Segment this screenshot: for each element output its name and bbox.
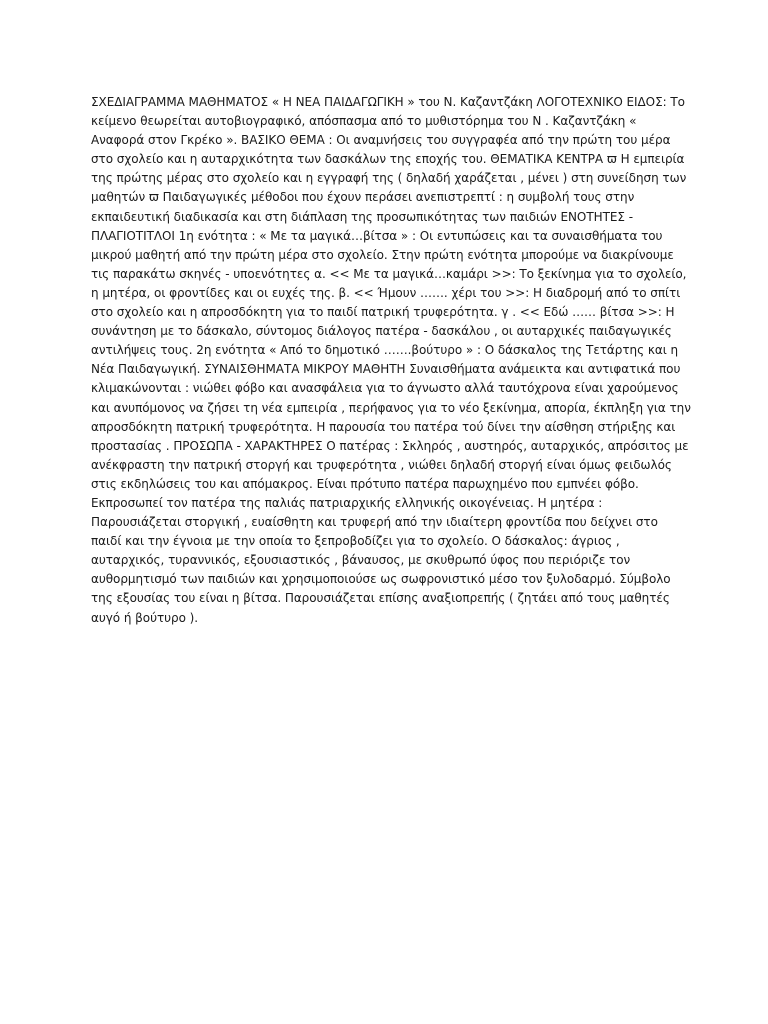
document-body-text: ΣΧΕΔΙΑΓΡΑΜΜΑ ΜΑΘΗΜΑΤΟΣ « Η ΝΕΑ ΠΑΙΔΑΓΩΓΙΚΗ » του Ν. Καζαντζάκη ΛΟΓΟΤΕΧΝΙΚΟ ΕΙΔΟΣ: Το κείμενο θεωρείται αυτοβιογραφικό, απόσπασμα από το μυθιστόρημα του Ν . Καζαντζάκη « Αναφορά στον Γκρέκο ». ΒΑΣΙΚΟ ΘΕΜΑ : Οι αναμνήσεις του συγγραφέα από την πρώτη του μέρα στο σχολείο και η αυταρχικότητα των δασκάλων της εποχής του. ΘΕΜΑΤΙΚΑ ΚΕΝΤΡΑ ϖ Η εμπειρία της πρώτης μέρας στο σχολείο και η εγγραφή της ( δηλαδή χαράζεται , μένει ) στη συνείδηση των μαθητών ϖ Παιδαγωγικές μέθοδοι που έχουν περάσει ανεπιστρεπτί : η συμβολή τους στην εκπαιδευτική διαδικασία και στη διάπλαση της προσωπικότητας των παιδιών ΕΝΟΤΗΤΕΣ - ΠΛΑΓΙΟΤΙΤΛΟΙ 1η ενότητα : « Με τα μαγικά…βίτσα » : Οι εντυπώσεις και τα συναισθήματα του μικρού μαθητή από την πρώτη μέρα στο σχολείο. Στην πρώτη ενότητα μπορούμε να διακρίνουμε τις παρακάτω σκηνές - υποενότητες α. << Με τα μαγικά…καμάρι >>: Το ξεκίνημα για το σχολείο, η μητέρα, οι φροντίδες και οι ευχές της. β. << Ήμουν ……. χέρι του >>: Η διαδρομή από το σπίτι στο σχολείο και η απροσδόκητη για το παιδί πατρική τρυφερότητα. γ . << Εδώ …… βίτσα >>: Η συνάντηση με το δάσκαλο, σύντομος διάλογος πατέρα - δασκάλου , οι αυταρχικές παιδαγωγικές αντιλήψεις τους. 2η ενότητα « Από το δημοτικό …….βούτυρο » : Ο δάσκαλος της Τετάρτης και η Νέα Παιδαγωγική. ΣΥΝΑΙΣΘΗΜΑΤΑ ΜΙΚΡΟΥ ΜΑΘΗΤΗ Συναισθήματα ανάμεικτα και αντιφατικά που κλιμακώνονται : νιώθει φόβο και ανασφάλεια για το άγνωστο αλλά ταυτόχρονα είναι χαρούμενος και ανυπόμονος να ζήσει τη νέα εμπειρία , περήφανος για το νέο ξεκίνημα, απορία, έκπληξη για την απροσδόκητη πατρική τρυφερότητα. Η παρουσία του πατέρα τού δίνει την αίσθηση στήριξης και προστασίας . ΠΡΟΣΩΠΑ - ΧΑΡΑΚΤΗΡΕΣ Ο πατέρας : Σκληρός , αυστηρός, αυταρχικός, απρόσιτος με ανέκφραστη την πατρική στοργή και τρυφερότητα , νιώθει δηλαδή στοργή είναι όμως φειδωλός στις εκδηλώσεις του και απόμακρος. Είναι πρότυπο πατέρα παρωχημένο που εμπνέει φόβο. Εκπροσωπεί τον πατέρα της παλιάς πατριαρχικής ελληνικής οικογένειας. Η μητέρα : Παρουσιάζεται στοργική , ευαίσθητη και τρυφερή από την ιδιαίτερη φροντίδα που δείχνει στο παιδί και την έγνοια με την οποία το ξεπροβοδίζει για το σχολείο. Ο δάσκαλος: άγριος , αυταρχικός, τυραννικός, εξουσιαστικός , βάναυσος, με σκυθρωπό ύφος που περιόριζε τον αυθορμητισμό των παιδιών και χρησιμοποιούσε ως σωφρονιστικό μέσο τον ξυλοδαρμό. Σύμβολο της εξουσίας του είναι η βίτσα. Παρουσιάζεται επίσης αναξιοπρεπής ( ζητάει από τους μαθητές αυγό ή βούτυρο ). xyxy=(91,95,691,625)
